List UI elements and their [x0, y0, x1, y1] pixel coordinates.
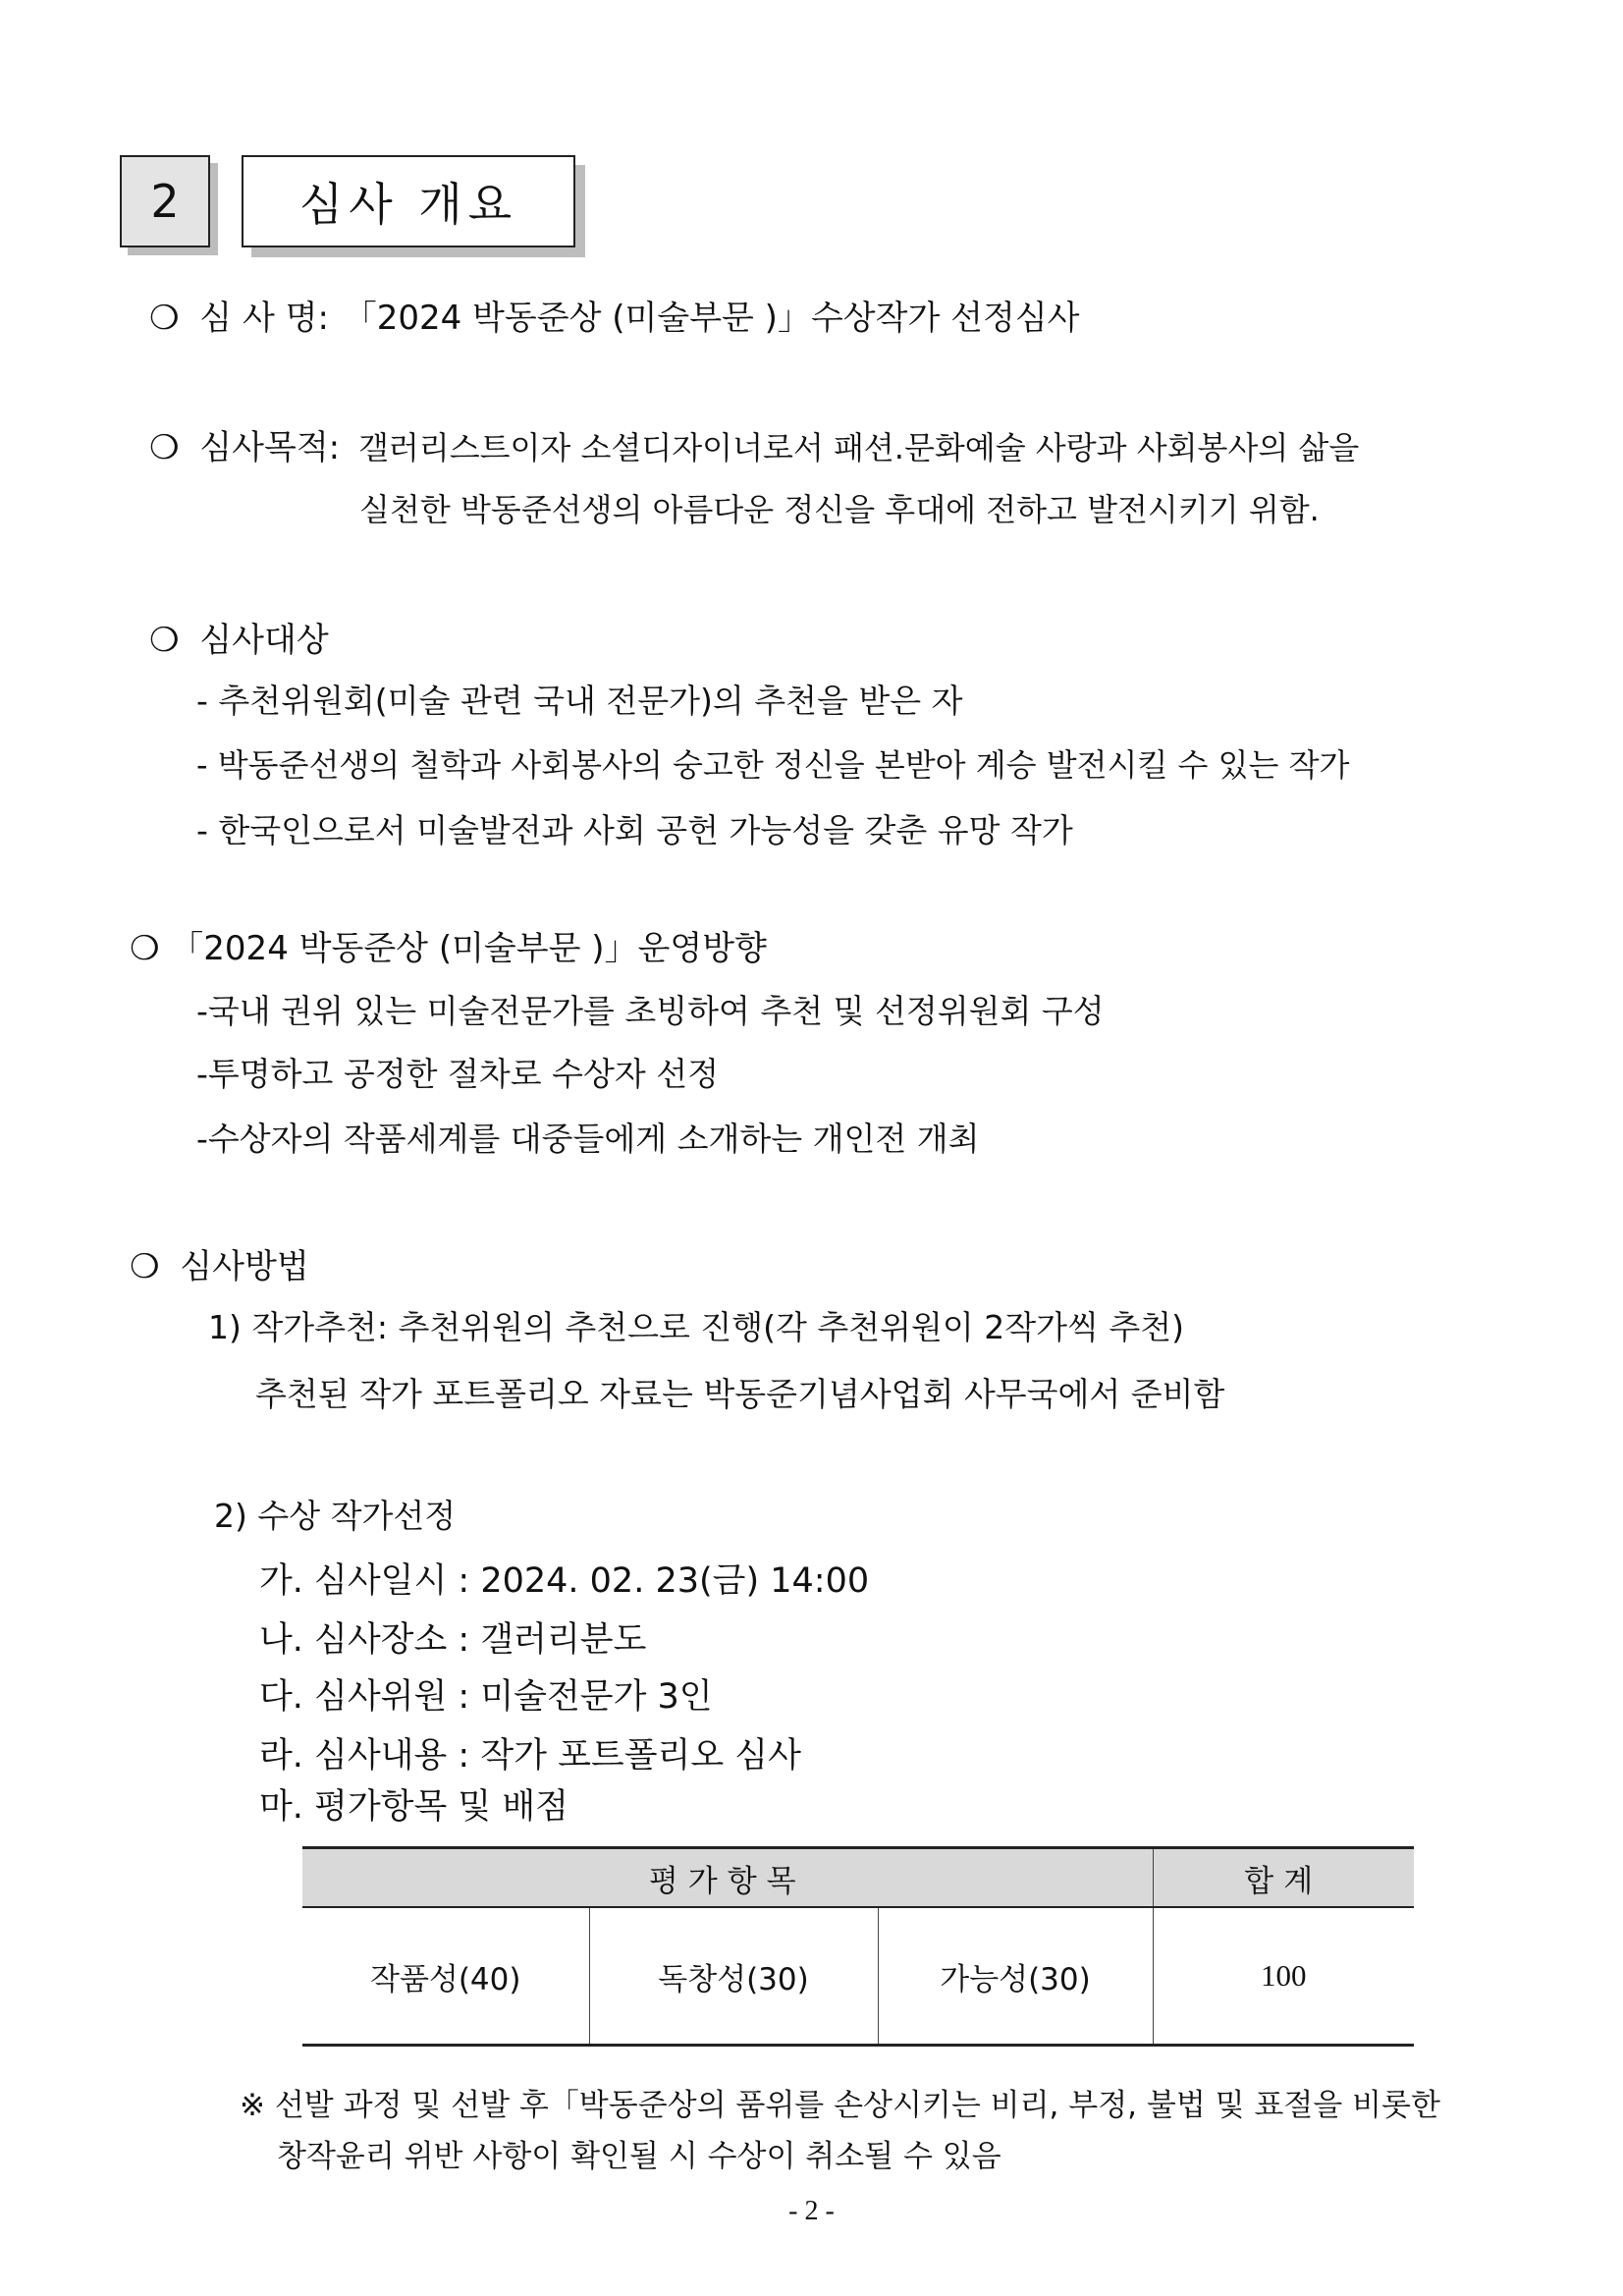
- table-row: [302, 1907, 1414, 2046]
- method-2-item: 마. 평가항목 및 배점: [259, 1787, 568, 1827]
- circle-bullet-icon: ❍: [149, 428, 180, 467]
- circle-bullet-icon: ❍: [130, 929, 160, 968]
- exam-target-item: - 한국인으로서 미술발전과 사회 공헌 가능성을 갖춘 유망 작가: [196, 811, 1073, 849]
- section-title: 심사 개요: [298, 178, 518, 231]
- method-2-item: 라. 심사내용 : 작가 포트폴리오 심사: [259, 1736, 801, 1776]
- footnote-line2: 창작윤리 위반 사항이 확인될 시 수상이 취소될 수 있음: [277, 2139, 1001, 2174]
- method-row: [130, 1239, 309, 1287]
- score-table: [302, 1846, 1414, 2047]
- exam-purpose-label: 심사목적:: [199, 428, 341, 467]
- circle-bullet-icon: ❍: [149, 299, 180, 338]
- exam-purpose-row: [149, 420, 1359, 468]
- section-title-box: [242, 155, 575, 247]
- circle-bullet-icon: ❍: [149, 621, 180, 660]
- direction-row: [130, 921, 767, 969]
- exam-target-label: 심사대상: [199, 621, 329, 660]
- circle-bullet-icon: ❍: [130, 1247, 160, 1286]
- table-cell: 독창성(30): [589, 1907, 878, 2046]
- table-header-row: [302, 1848, 1414, 1908]
- table-cell: 가능성(30): [878, 1907, 1153, 2046]
- footnote-line1: ※ 선발 과정 및 선발 후「박동준상의 품위를 손상시키는 비리, 부정, 불법 및 표절을 비롯한: [240, 2088, 1440, 2123]
- exam-purpose-line1: 갤러리스트이자 소셜디자이너로서 패션.문화예술 사랑과 사회봉사의 삶을: [357, 429, 1360, 466]
- method-1-line1: 1) 작가추천: 추천위원의 추천으로 진행(각 추천위원이 2작가씩 추천): [208, 1308, 1184, 1346]
- method-2-item: 나. 심사장소 : 갤러리분도: [259, 1620, 647, 1660]
- exam-target-row: [149, 613, 329, 661]
- table-cell-total: 100: [1153, 1907, 1414, 2046]
- exam-name-row: [149, 291, 1080, 339]
- direction-item: -수상자의 작품세계를 대중들에게 소개하는 개인전 개최: [196, 1120, 980, 1158]
- section-number-box: [120, 155, 210, 247]
- exam-target-item: - 추천위원회(미술 관련 국내 전문가)의 추천을 받은 자: [196, 682, 963, 720]
- exam-name-value: 「2024 박동준상 (미술부문 )」수상작가 선정심사: [343, 299, 1080, 338]
- exam-target-item: - 박동준선생의 철학과 사회봉사의 숭고한 정신을 본받아 계승 발전시킬 수 있는 작가: [196, 746, 1350, 784]
- direction-label: 「2024 박동준상 (미술부문 )」운영방향: [170, 929, 767, 968]
- exam-name-label: 심 사 명:: [199, 299, 329, 338]
- page-number: - 2 -: [788, 2196, 835, 2226]
- table-cell: 작품성(40): [302, 1907, 589, 2046]
- method-2-item: 가. 심사일시 : 2024. 02. 23(금) 14:00: [259, 1561, 870, 1601]
- exam-purpose-line2: 실천한 박동준선생의 아름다운 정신을 후대에 전하고 발전시키기 위함.: [359, 491, 1320, 528]
- method-2-title: 2) 수상 작가선정: [214, 1497, 457, 1535]
- direction-item: -투명하고 공정한 절차로 수상자 선정: [196, 1055, 720, 1093]
- method-1-line2: 추천된 작가 포트폴리오 자료는 박동준기념사업회 사무국에서 준비함: [255, 1375, 1225, 1413]
- method-2-item: 다. 심사위원 : 미술전문가 3인: [259, 1677, 713, 1717]
- table-header-total: 합계: [1153, 1848, 1414, 1908]
- method-label: 심사방법: [180, 1247, 309, 1286]
- section-number: 2: [150, 175, 180, 228]
- direction-item: -국내 권위 있는 미술전문가를 초빙하여 추천 및 선정위원회 구성: [196, 992, 1105, 1030]
- table-header-items: 평가항목: [302, 1848, 1153, 1908]
